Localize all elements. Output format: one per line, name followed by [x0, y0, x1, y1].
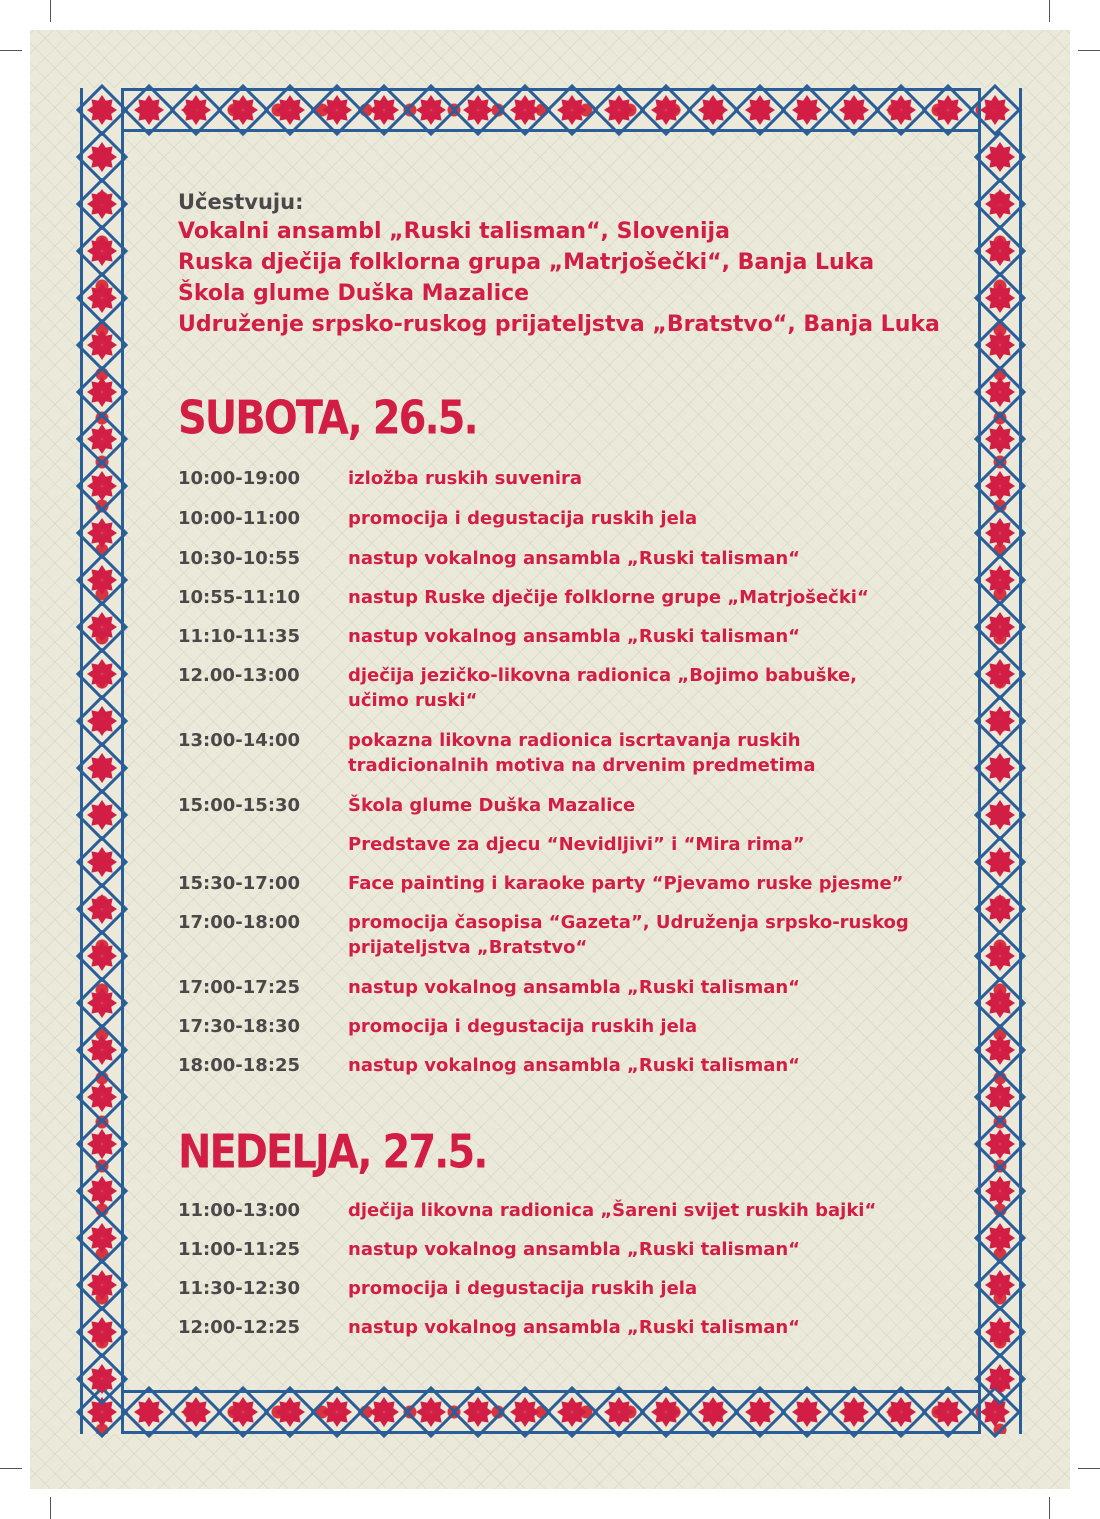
event-time: 11:00-11:25 [178, 1239, 301, 1260]
schedule-row [178, 910, 958, 975]
event-text: nastup vokalnog ansambla „Ruski talisman“ [348, 548, 800, 569]
crop-mark-top-right [1049, 0, 1050, 22]
day-title-saturday: SUBOTA, 26.5. [178, 392, 477, 446]
program-content [178, 190, 958, 1354]
ornament-border-bottom [80, 1390, 1022, 1434]
crop-mark-top-left-h [0, 50, 22, 51]
crop-mark-top-left [50, 0, 51, 22]
event-text: nastup vokalnog ansambla „Ruski talisman“ [348, 1239, 800, 1260]
event-text: nastup vokalnog ansambla „Ruski talisman“ [348, 977, 800, 998]
event-text: nastup vokalnog ansambla „Ruski talisman“ [348, 1317, 800, 1338]
event-text: nastup vokalnog ansambla „Ruski talisman“ [348, 1055, 800, 1076]
schedule-row [178, 466, 958, 506]
schedule-row [178, 1315, 958, 1354]
schedule-row [178, 1276, 958, 1315]
crop-mark-bottom-left-h [0, 1468, 22, 1469]
schedule-row [178, 663, 958, 728]
ornament-border-top [80, 88, 1022, 132]
event-time: 17:00-18:00 [178, 912, 301, 933]
event-time: 17:30-18:30 [178, 1016, 301, 1037]
event-time: 10:30-10:55 [178, 548, 301, 569]
event-time: 18:00-18:25 [178, 1055, 301, 1076]
event-text: promocija i degustacija ruskih jela [348, 508, 698, 529]
schedule-sunday [178, 1198, 958, 1354]
schedule-row [178, 624, 958, 663]
event-time: 12:00-12:25 [178, 1317, 301, 1338]
event-text: nastup Ruske dječije folklorne grupe „Matrjošečki“ [348, 587, 869, 608]
day-sunday [178, 1126, 958, 1354]
event-text: Škola glume Duška Mazalice [348, 795, 636, 816]
ornament-border-left [80, 88, 124, 1434]
schedule-row [178, 585, 958, 624]
schedule-row [178, 1053, 958, 1092]
event-text: Face painting i karaoke party “Pjevamo ruske pjesme” [348, 873, 904, 894]
event-time: 10:55-11:10 [178, 587, 301, 608]
event-time: 13:00-14:00 [178, 730, 301, 751]
participant-4: Udruženje srpsko-ruskog prijateljstva „Bratstvo“, Banja Luka [178, 312, 940, 337]
event-time: 15:30-17:00 [178, 873, 301, 894]
event-time: 17:00-17:25 [178, 977, 301, 998]
schedule-row [178, 1198, 958, 1237]
participants-section [178, 190, 958, 340]
crop-mark-bottom-right-h [1078, 1468, 1100, 1469]
event-text: dječija likovna radionica „Šareni svijet ruskih bajki“ [348, 1200, 877, 1221]
participant-3: Škola glume Duška Mazalice [178, 281, 530, 306]
crop-mark-top-right-h [1078, 50, 1100, 51]
schedule-row [178, 1237, 958, 1276]
event-text: pokazna likovna radionica iscrtavanja ruskih tradicionalnih motiva na drvenim predmetima [348, 730, 816, 776]
event-time: 11:10-11:35 [178, 626, 301, 647]
event-text: promocija i degustacija ruskih jela [348, 1016, 698, 1037]
event-time: 11:30-12:30 [178, 1278, 301, 1299]
schedule-saturday [178, 466, 958, 1092]
participant-2: Ruska dječija folklorna grupa „Matrjošečki“, Banja Luka [178, 250, 875, 275]
event-text: Predstave za djecu “Nevidljivi” i “Mira rima” [348, 834, 805, 855]
event-text: izložba ruskih suvenira [348, 468, 583, 489]
event-text: dječija jezičko-likovna radionica „Bojimo babuške, učimo ruski“ [348, 665, 857, 711]
schedule-row [178, 793, 958, 832]
schedule-row [178, 546, 958, 585]
schedule-row [178, 871, 958, 910]
schedule-row [178, 1014, 958, 1053]
event-text: nastup vokalnog ansambla „Ruski talisman“ [348, 626, 800, 647]
crop-mark-bottom-left [50, 1497, 51, 1519]
participants-label: Učestvuju: [178, 190, 304, 214]
ornament-border-right [978, 88, 1022, 1434]
event-time: 10:00-11:00 [178, 508, 301, 529]
event-text: promocija časopisa “Gazeta”, Udruženja srpsko-ruskog prijateljstva „Bratstvo“ [348, 912, 909, 958]
event-time: 15:00-15:30 [178, 795, 301, 816]
crop-mark-bottom-right [1049, 1497, 1050, 1519]
day-title-sunday: NEDELJA, 27.5. [178, 1126, 487, 1180]
day-saturday [178, 392, 958, 1092]
schedule-row [178, 728, 958, 793]
schedule-row [178, 975, 958, 1014]
event-time: 10:00-19:00 [178, 468, 301, 489]
participant-1: Vokalni ansambl „Ruski talisman“, Slovenija [178, 219, 730, 244]
schedule-row [178, 506, 958, 546]
schedule-row [178, 832, 958, 871]
event-time: 11:00-13:00 [178, 1200, 301, 1221]
event-time: 12.00-13:00 [178, 665, 300, 686]
event-text: promocija i degustacija ruskih jela [348, 1278, 698, 1299]
